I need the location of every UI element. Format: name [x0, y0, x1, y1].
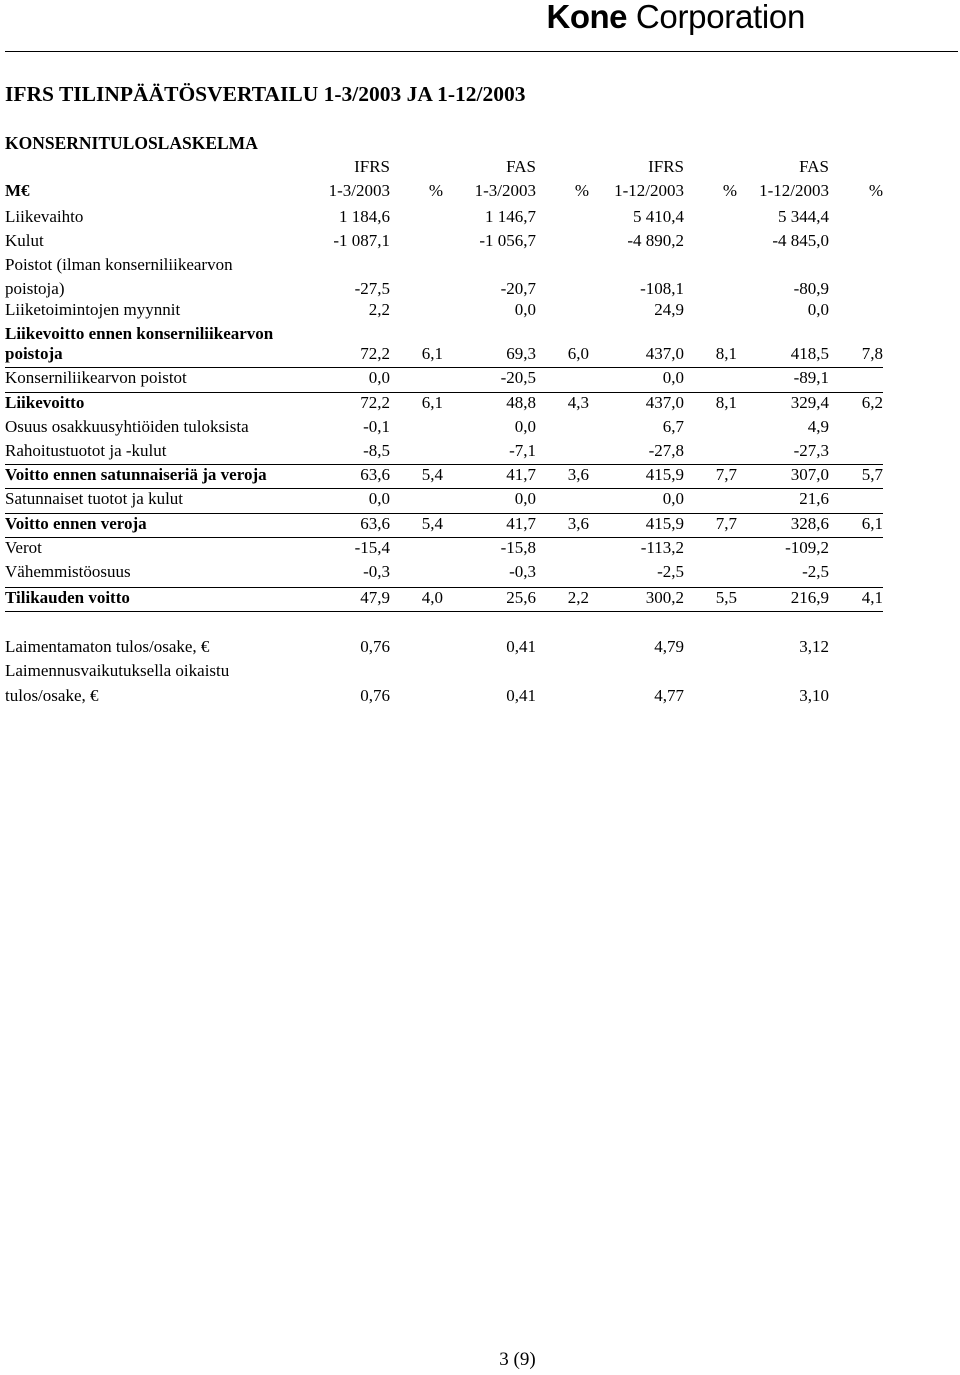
- row-percent: 6,1: [421, 393, 443, 412]
- row-value: 0,0: [662, 368, 684, 387]
- table-row: [0, 415, 960, 439]
- row-percent: 5,7: [861, 465, 883, 484]
- table-row: [0, 342, 960, 366]
- row-percent: 5,4: [421, 465, 443, 484]
- column-standard-3: IFRS: [648, 157, 684, 176]
- row-value: -15,4: [354, 538, 390, 557]
- column-header-standard: [0, 155, 960, 179]
- row-label: Poistot (ilman konserniliikearvon: [5, 255, 233, 274]
- table-row: [0, 205, 960, 229]
- eps-row: [0, 684, 960, 708]
- eps-value: 0,41: [506, 637, 536, 656]
- row-value: 0,0: [368, 489, 390, 508]
- table-row: [0, 536, 960, 560]
- row-percent: 7,8: [861, 344, 883, 363]
- eps-label: Laimennusvaikutuksella oikaistu: [5, 661, 230, 680]
- column-period-4: 1-12/2003: [759, 181, 829, 200]
- header-rule: [5, 51, 958, 52]
- row-value: -0,3: [363, 562, 390, 581]
- table-row: [0, 586, 960, 610]
- page-number: 3 (9): [499, 1349, 536, 1370]
- row-value: -108,1: [640, 279, 684, 298]
- row-value: 24,9: [654, 300, 684, 319]
- table-row: [0, 391, 960, 415]
- row-value: 329,4: [790, 393, 829, 412]
- row-label: poistoja): [5, 279, 65, 298]
- row-label: Liikevoitto: [5, 393, 85, 412]
- table-row: [0, 512, 960, 536]
- row-value: 6,7: [662, 417, 684, 436]
- row-label: Rahoitustuotot ja -kulut: [5, 441, 167, 460]
- logo-brand-rest: Corporation: [627, 0, 805, 35]
- row-value: -89,1: [793, 368, 829, 387]
- row-value: 63,6: [360, 514, 390, 533]
- column-header-period: [0, 179, 960, 203]
- row-label: Vähemmistöosuus: [5, 562, 131, 581]
- eps-value: 0,76: [360, 637, 390, 656]
- row-percent: 5,4: [421, 514, 443, 533]
- row-value: 5 344,4: [778, 207, 829, 226]
- row-value: -2,5: [657, 562, 684, 581]
- row-value: 41,7: [506, 465, 536, 484]
- row-value: 63,6: [360, 465, 390, 484]
- column-period-3: 1-12/2003: [614, 181, 684, 200]
- row-label: Voitto ennen veroja: [5, 514, 147, 533]
- row-value: 47,9: [360, 588, 390, 607]
- column-percent-2: %: [574, 181, 589, 200]
- section-title: KONSERNITULOSLASKELMA: [5, 133, 258, 153]
- row-value: 0,0: [514, 300, 536, 319]
- row-percent: 4,0: [421, 588, 443, 607]
- table-row: [0, 439, 960, 463]
- row-value: -20,7: [500, 279, 536, 298]
- eps-value: 0,41: [506, 686, 536, 705]
- row-value: 437,0: [645, 344, 684, 363]
- column-standard-1: IFRS: [354, 157, 390, 176]
- row-value: 328,6: [790, 514, 829, 533]
- row-value: -4 890,2: [627, 231, 684, 250]
- row-rule: [5, 464, 883, 465]
- column-standard-2: FAS: [506, 157, 536, 176]
- eps-value: 3,10: [799, 686, 829, 705]
- row-label: poistoja: [5, 344, 63, 363]
- row-value: -27,5: [354, 279, 390, 298]
- row-percent: 5,5: [715, 588, 737, 607]
- row-rule: [5, 367, 883, 368]
- row-value: 0,0: [368, 368, 390, 387]
- eps-row: [0, 635, 960, 659]
- row-rule: [5, 537, 883, 538]
- row-percent: 6,1: [421, 344, 443, 363]
- row-value: -80,9: [793, 279, 829, 298]
- row-value: 25,6: [506, 588, 536, 607]
- row-rule: [5, 392, 883, 393]
- row-percent: 8,1: [715, 393, 737, 412]
- column-percent-4: %: [868, 181, 883, 200]
- row-value: 0,0: [807, 300, 829, 319]
- eps-value: 0,76: [360, 686, 390, 705]
- row-label: Tilikauden voitto: [5, 588, 130, 607]
- row-label: Verot: [5, 538, 42, 557]
- row-percent: 7,7: [715, 465, 737, 484]
- row-percent: 7,7: [715, 514, 737, 533]
- row-value: 0,0: [514, 417, 536, 436]
- row-value: 216,9: [790, 588, 829, 607]
- row-rule: [5, 488, 883, 489]
- eps-label: Laimentamaton tulos/osake, €: [5, 637, 210, 656]
- row-value: 300,2: [645, 588, 684, 607]
- row-value: -0,1: [363, 417, 390, 436]
- row-value: -109,2: [785, 538, 829, 557]
- eps-label: tulos/osake, €: [5, 686, 99, 705]
- row-label: Liiketoimintojen myynnit: [5, 300, 181, 319]
- row-label: Konserniliikearvon poistot: [5, 368, 187, 387]
- row-value: -27,3: [793, 441, 829, 460]
- row-rule: [5, 587, 883, 588]
- row-value: 437,0: [645, 393, 684, 412]
- row-label: Satunnaiset tuotot ja kulut: [5, 489, 184, 508]
- row-value: 0,0: [514, 489, 536, 508]
- row-percent: 6,0: [567, 344, 589, 363]
- row-value: -4 845,0: [772, 231, 829, 250]
- row-value: -15,8: [500, 538, 536, 557]
- column-standard-4: FAS: [799, 157, 829, 176]
- table-row: [0, 463, 960, 487]
- row-label: Voitto ennen satunnaiseriä ja veroja: [5, 465, 267, 484]
- row-percent: 6,1: [861, 514, 883, 533]
- table-row: [0, 253, 960, 277]
- row-value: 307,0: [790, 465, 829, 484]
- row-percent: 6,2: [861, 393, 883, 412]
- row-value: 415,9: [645, 465, 684, 484]
- row-value: 0,0: [662, 489, 684, 508]
- table-row: [0, 298, 960, 322]
- row-rule: [5, 513, 883, 514]
- eps-value: 3,12: [799, 637, 829, 656]
- logo-brand-bold: Kone: [546, 0, 627, 35]
- row-value: -8,5: [363, 441, 390, 460]
- eps-row: [0, 659, 960, 683]
- eps-value: 4,77: [654, 686, 684, 705]
- row-percent: 8,1: [715, 344, 737, 363]
- row-value: 415,9: [645, 514, 684, 533]
- row-value: -7,1: [509, 441, 536, 460]
- row-rule: [5, 611, 883, 612]
- table-row: [0, 487, 960, 511]
- row-percent: 2,2: [567, 588, 589, 607]
- row-value: -27,8: [648, 441, 684, 460]
- row-value: 4,9: [807, 417, 829, 436]
- row-value: -20,5: [500, 368, 536, 387]
- unit-label: M€: [5, 181, 30, 200]
- row-percent: 4,1: [861, 588, 883, 607]
- row-value: 21,6: [799, 489, 829, 508]
- column-percent-1: %: [428, 181, 443, 200]
- table-row: [0, 366, 960, 390]
- row-percent: 4,3: [567, 393, 589, 412]
- row-label: Kulut: [5, 231, 44, 250]
- row-value: 72,2: [360, 393, 390, 412]
- row-value: -2,5: [802, 562, 829, 581]
- row-label: Liikevaihto: [5, 207, 84, 226]
- row-value: -1 056,7: [479, 231, 536, 250]
- row-percent: 3,6: [567, 465, 589, 484]
- row-label: Liikevoitto ennen konserniliikearvon: [5, 324, 274, 343]
- row-value: 2,2: [368, 300, 390, 319]
- row-value: -0,3: [509, 562, 536, 581]
- row-percent: 3,6: [567, 514, 589, 533]
- table-row: [0, 229, 960, 253]
- row-value: 418,5: [790, 344, 829, 363]
- eps-value: 4,79: [654, 637, 684, 656]
- row-value: 72,2: [360, 344, 390, 363]
- column-period-1: 1-3/2003: [328, 181, 390, 200]
- column-period-2: 1-3/2003: [474, 181, 536, 200]
- page-title: IFRS TILINPÄÄTÖSVERTAILU 1-3/2003 JA 1-12/2003: [5, 82, 526, 106]
- row-value: 5 410,4: [633, 207, 684, 226]
- row-value: 41,7: [506, 514, 536, 533]
- row-value: -113,2: [640, 538, 684, 557]
- column-percent-3: %: [722, 181, 737, 200]
- row-value: 1 184,6: [339, 207, 390, 226]
- company-logo: [547, 0, 806, 34]
- row-label: Osuus osakkuusyhtiöiden tuloksista: [5, 417, 249, 436]
- row-value: 48,8: [506, 393, 536, 412]
- row-value: 69,3: [506, 344, 536, 363]
- row-value: 1 146,7: [485, 207, 536, 226]
- table-row: [0, 560, 960, 584]
- row-value: -1 087,1: [333, 231, 390, 250]
